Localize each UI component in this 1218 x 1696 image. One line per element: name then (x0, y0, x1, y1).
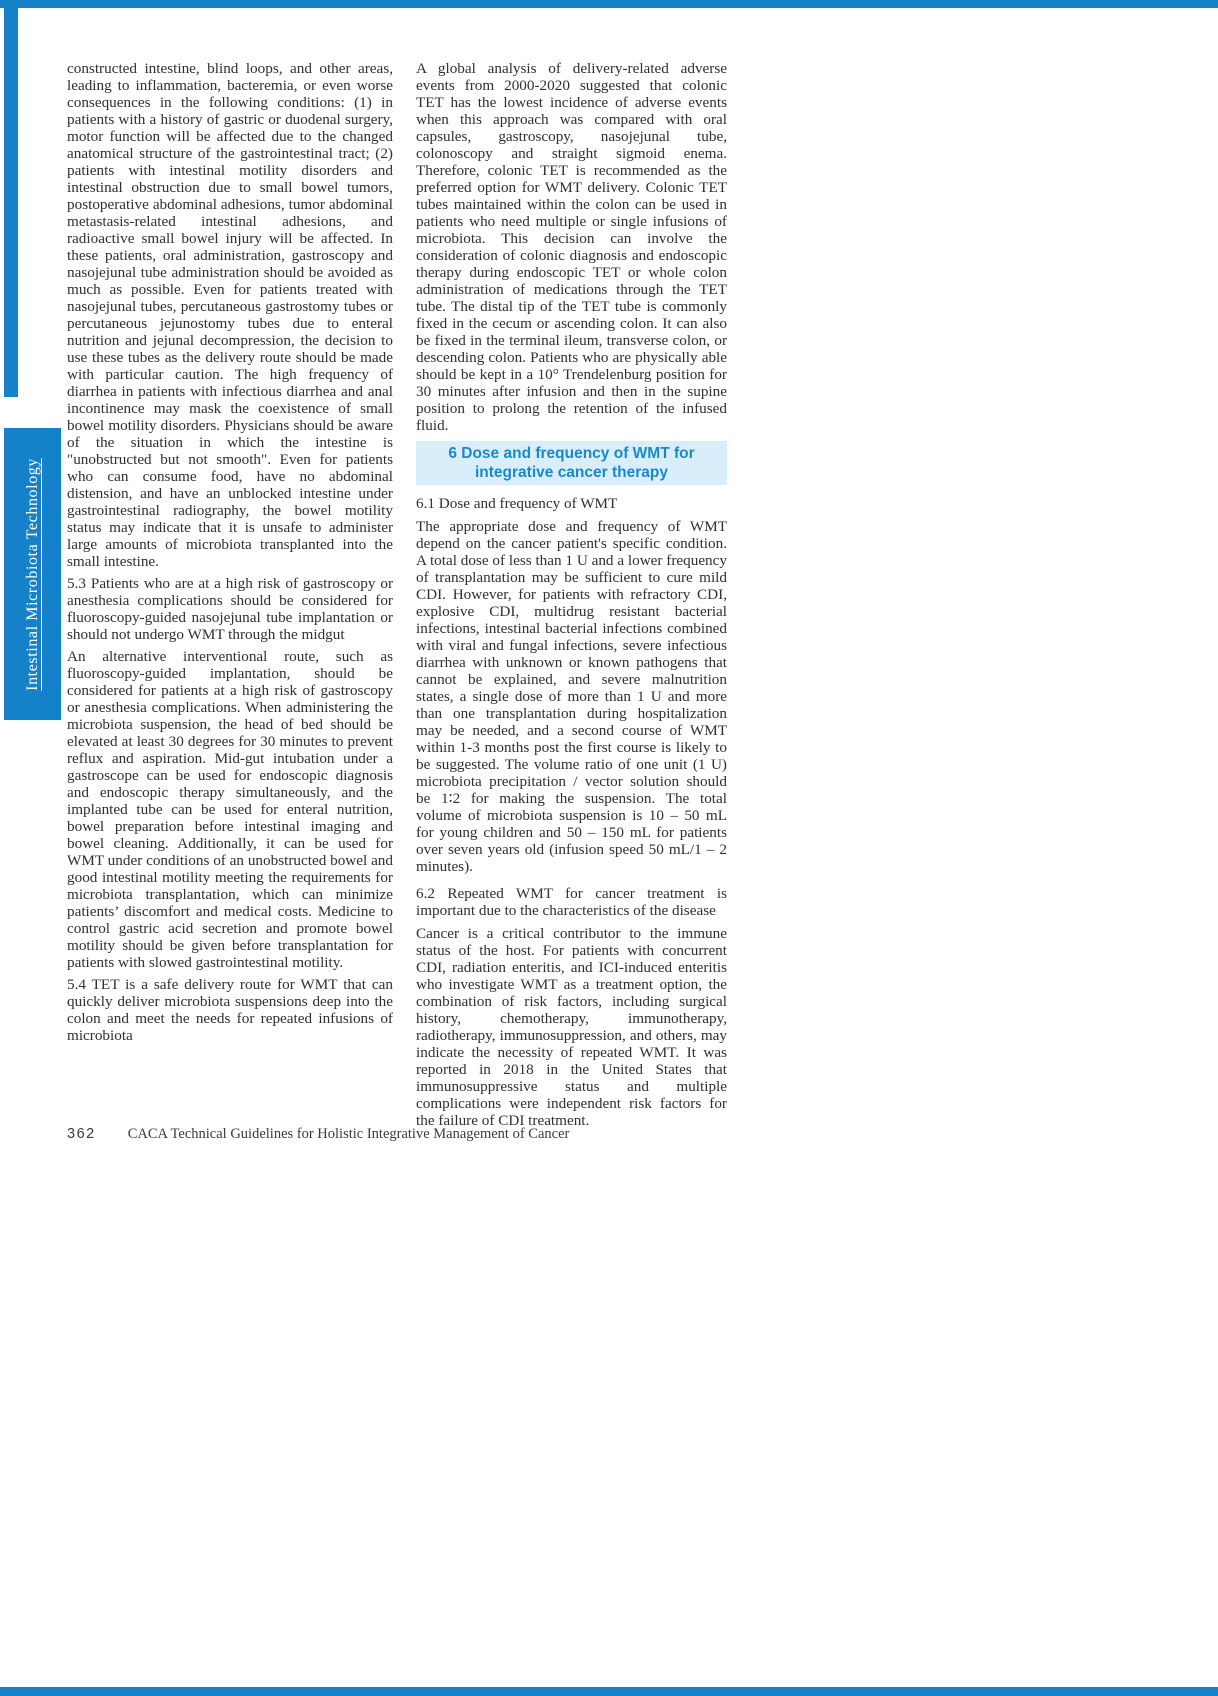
bottom-accent-bar (0, 1687, 1218, 1696)
body-paragraph: constructed intestine, blind loops, and other areas, leading to inflammation, bacteremia, or even worse consequences in the following conditions: (1) in patients with a history of gastric or duodenal surgery, motor function will be affected due to the changed anatomical structure of the gastrointestinal tract; (2) patients with intestinal motility disorders and intestinal obstruction due to small bowel tumors, postoperative abdominal adhesions, tumor abdominal metastasis-related intestinal adhesions, and radioactive small bowel injury will be affected. In these patients, oral administration, gastroscopy and nasojejunal tube administration should be avoided as much as possible. Even for patients treated with nasojejunal tubes, percutaneous gastrostomy tubes or percutaneous jejunostomy tubes due to enteral nutrition and jejunal decompression, the decision to use these tubes as the delivery route should be made with particular caution. The high frequency of diarrhea in patients with infectious diarrhea and anal incontinence may mask the coexistence of small bowel motility disorders. Physicians should be aware of the situation in which the intestine is "unobstructed but not smooth". Even for patients who can consume food, have no abdominal distension, and have an unblocked intestine under gastrointestinal radiography, the bowel motility status may indicate that it is unsafe to administer large amounts of microbiota transplanted into the small intestine. (67, 60, 393, 570)
left-column (67, 60, 393, 1044)
page-footer (67, 1126, 569, 1143)
chapter-tab-label: Intestinal Microbiota Technology (23, 457, 41, 691)
top-accent-bar (0, 0, 1218, 8)
subsection-heading-6-1: 6.1 Dose and frequency of WMT (416, 495, 618, 512)
right-column (416, 60, 727, 1129)
body-paragraph: A global analysis of delivery-related adverse events from 2000-2020 suggested that colonic TET has the lowest incidence of adverse events when this approach was compared with oral capsules, gastroscopy, nasojejunal tube, colonoscopy and straight sigmoid enema. Therefore, colonic TET is recommended as the preferred option for WMT delivery. Colonic TET tubes maintained within the colon can be used in patients who need multiple or single infusions of microbiota. This decision can involve the consideration of colonic diagnosis and endoscopic therapy during endoscopic TET or whole colon administration of medications through the TET tube. The distal tip of the TET tube is commonly fixed in the cecum or ascending colon. It can also be fixed in the terminal ileum, transverse colon, or descending colon. Patients who are physically able should be kept in a 10° Trendelenburg position for 30 minutes after infusion and then in the supine position to prolong the retention of the infused fluid. (416, 60, 727, 434)
section-heading-6: 6 Dose and frequency of WMT for integrative cancer therapy (416, 441, 727, 485)
clause-heading-5-4: 5.4 TET is a safe delivery route for WMT that can quickly deliver microbiota suspensions deep into the colon and meet the needs for repeated infusions of microbiota (67, 976, 393, 1044)
left-accent-rule (4, 0, 18, 397)
chapter-tab (4, 428, 61, 720)
body-paragraph: Cancer is a critical contributor to the immune status of the host. For patients with concurrent CDI, radiation enteritis, and ICI-induced enteritis who investigate WMT as a treatment option, the combination of risk factors, including surgical history, chemotherapy, immunotherapy, radiotherapy, immunosuppression, and others, may indicate the necessity of repeated WMT. It was reported in 2018 in the United States that immunosuppressive status and multiple complications were independent risk factors for the failure of CDI treatment. (416, 925, 727, 1129)
subsection-heading-6-2: 6.2 Repeated WMT for cancer treatment is important due to the characteristics of the disease (416, 885, 727, 919)
body-paragraph: An alternative interventional route, such as fluoroscopy-guided implantation, should be considered for patients at a high risk of gastroscopy or anesthesia complications. When administering the microbiota suspension, the head of bed should be elevated at least 30 degrees for 30 minutes to prevent reflux and aspiration. Mid-gut intubation under a gastroscope can be used for endoscopic diagnosis and endoscopic therapy simultaneously, and the implanted tube can be used for enteral nutrition, bowel preparation before intestinal imaging and bowel cleaning. Additionally, it can be used for WMT under conditions of an unobstructed bowel and good intestinal motility meeting the requirements for microbiota transplantation, which can minimize patients’ discomfort and medical costs. Medicine to control gastric acid secretion and promote bowel motility should be given before transplantation for patients with slowed gastrointestinal motility. (67, 648, 393, 971)
footer-title: CACA Technical Guidelines for Holistic Integrative Management of Cancer (127, 1126, 570, 1142)
clause-heading-5-3: 5.3 Patients who are at a high risk of gastroscopy or anesthesia complications should be considered for fluoroscopy-guided nasojejunal tube implantation or should not undergo WMT through the midgut (67, 575, 393, 643)
page-number: 362 (67, 1126, 96, 1142)
body-paragraph: The appropriate dose and frequency of WMT depend on the cancer patient's specific condition. A total dose of less than 1 U and a lower frequency of transplantation may be sufficient to cure mild CDI. However, for patients with refractory CDI, explosive CDI, multidrug resistant bacterial infections, intestinal bacterial infections combined with viral and fungal infections, severe infectious diarrhea with unknown or known pathogens that cannot be explained, and severe malnutrition states, a single dose of more than 1 U and more than one transplantation during hospitalization may be needed, and a second course of WMT within 1-3 months post the first course is likely to be suggested. The volume ratio of one unit (1 U) microbiota precipitation / vector solution should be 1∶2 for making the suspension. The total volume of microbiota suspension is 10 – 50 mL for young children and 50 – 150 mL for patients over seven years old (infusion speed 50 mL/1 – 2 minutes). (416, 518, 727, 875)
